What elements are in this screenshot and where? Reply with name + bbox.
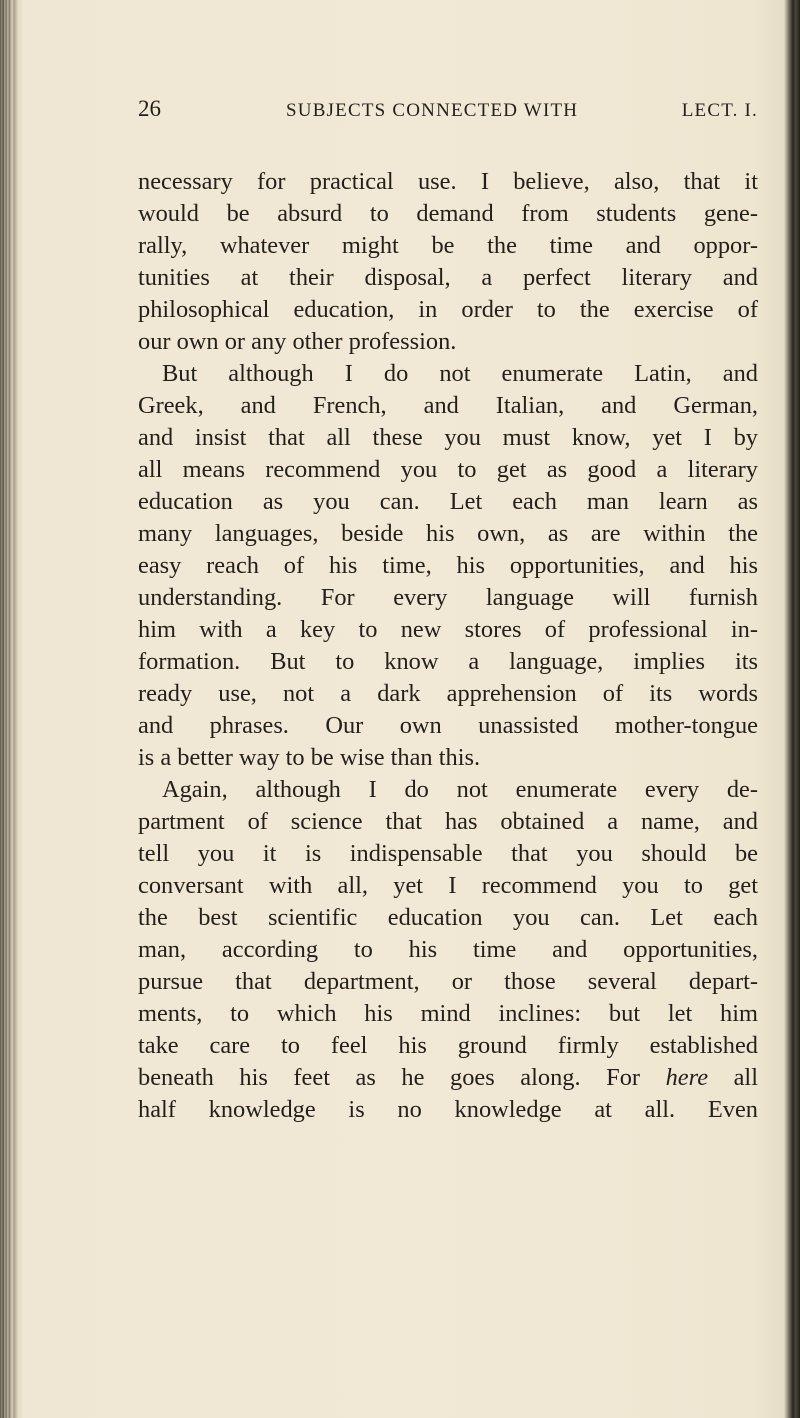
text-line: the best scientific education you can. Let each — [138, 904, 758, 931]
text-line: and insist that all these you must know, yet I by — [138, 424, 758, 451]
running-header — [138, 96, 758, 136]
text-line: But although I do not enumerate Latin, and — [162, 360, 758, 387]
text-line: necessary for practical use. I believe, also, that it — [138, 168, 758, 195]
text-line: man, according to his time and opportunities, — [138, 936, 758, 963]
text-line: easy reach of his time, his opportunities, and his — [138, 552, 758, 579]
text-line: Greek, and French, and Italian, and German, — [138, 392, 758, 419]
text-line: philosophical education, in order to the exercise of — [138, 296, 758, 323]
text-line: education as you can. Let each man learn as — [138, 488, 758, 515]
body-text — [138, 166, 758, 1126]
text-fragment: beneath his feet as he goes along. For — [138, 1064, 641, 1091]
text-line: formation. But to know a language, implies its — [138, 648, 758, 675]
text-line: take care to feel his ground firmly established — [138, 1032, 758, 1059]
text-line: all means recommend you to get as good a literary — [138, 456, 758, 483]
text-line: him with a key to new stores of professional in- — [138, 616, 758, 643]
text-line: tell you it is indispensable that you should be — [138, 840, 758, 867]
text-line: is a better way to be wise than this. — [138, 744, 481, 771]
page-edge-shadow — [784, 0, 800, 1418]
text-line: many languages, beside his own, as are within the — [138, 520, 758, 547]
text-line: our own or any other profession. — [138, 328, 457, 355]
text-line: conversant with all, yet I recommend you to get — [138, 872, 758, 899]
text-line: ments, to which his mind inclines: but let him — [138, 1000, 758, 1027]
running-title: SUBJECTS CONNECTED WITH — [286, 100, 579, 121]
italic-word: here — [665, 1064, 709, 1091]
text-line-with-italic — [138, 1062, 758, 1094]
book-binding-shadow — [0, 0, 22, 1418]
text-line: Again, although I do not enumerate every de- — [162, 776, 758, 803]
text-line: ready use, not a dark apprehension of its words — [138, 680, 758, 707]
book-page — [138, 96, 758, 1126]
text-fragment: all — [733, 1064, 758, 1091]
page-number: 26 — [138, 96, 161, 121]
text-line: tunities at their disposal, a perfect literary and — [138, 264, 758, 291]
text-line: would be absurd to demand from students gene- — [138, 200, 758, 227]
text-line: partment of science that has obtained a name, and — [138, 808, 758, 835]
text-line: half knowledge is no knowledge at all. Even — [138, 1096, 758, 1123]
text-line: understanding. For every language will furnish — [138, 584, 758, 611]
lecture-label: LECT. I. — [681, 100, 758, 121]
text-line: rally, whatever might be the time and oppor- — [138, 232, 758, 259]
text-line: pursue that department, or those several depart- — [138, 968, 758, 995]
text-line: and phrases. Our own unassisted mother-tongue — [138, 712, 758, 739]
